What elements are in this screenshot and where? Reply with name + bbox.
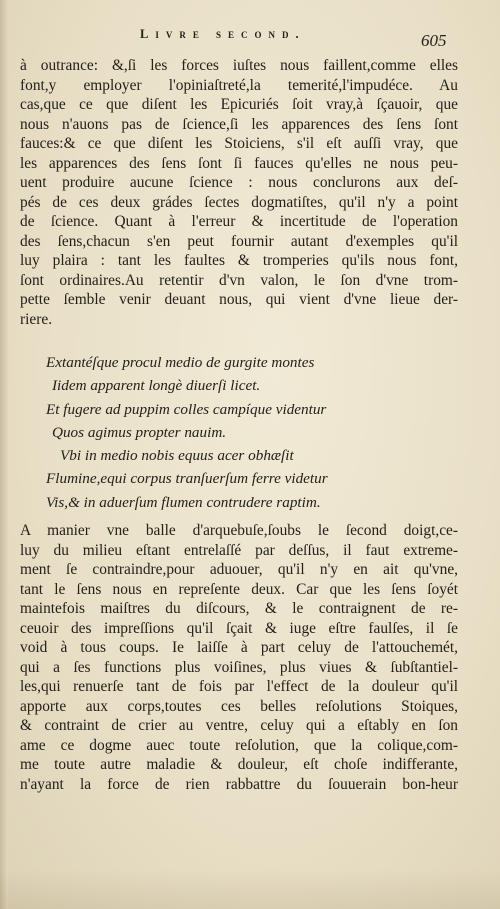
- text-line: pés de ces deux grádes ſectes dogmatiſtes, qu'il n'y a point: [20, 193, 458, 211]
- page-gutter: [0, 0, 8, 909]
- text-line: A manier vne balle d'arquebuſe,ſoubs le ſecond doigt,ce-: [20, 522, 458, 539]
- text-line: luy plaira : tant les faultes & tromperies qu'ils nous font,: [20, 252, 458, 269]
- text-line: fauces:& ce que diſent les Stoiciens, s'il eſt auſſi vray, que: [20, 135, 458, 152]
- text-line: nous n'auons pas de ſcience,ſi les apparences des ſens ſont: [20, 115, 458, 133]
- text-line: ment ſe contraindre,pour aduouer, qu'il n'y en ait qu'vne,: [20, 561, 458, 578]
- text-line: des ſens,chacun s'en peut fournir autant d'exemples qu'il: [20, 232, 458, 250]
- verse-line: Flumine,equi corpus tranſuerſum ferre videtur: [46, 470, 328, 488]
- text-line: uent produire aucune ſcience : nous conclurons aux deſ-: [20, 174, 458, 191]
- text-line: me toute autre maladie & douleur, eſt choſe indifferante,: [20, 756, 458, 773]
- text-line: ceuoir des impreſſions qu'il ſçait & iuge eſtre faulſes, il ſe: [20, 619, 458, 637]
- text-line: de ſcience. Quant à l'erreur & incertitude de l'operation: [20, 213, 458, 230]
- page-shadow: [0, 869, 500, 909]
- text-line: void à tous coups. Ie laiſſe à part celuy de l'attouchemét,: [20, 639, 458, 656]
- text-line: ſont ordinaires.Au retentir d'vn valon, le ſon d'vne trom-: [20, 271, 458, 289]
- latin-verse-quotation: [46, 351, 426, 514]
- text-line: à outrance: &,ſi les forces iuſtes nous faillent,comme elles: [20, 57, 458, 74]
- verse-line: Iidem apparent longè diuerſi licet.: [52, 377, 261, 395]
- running-head: Livre second.: [140, 27, 306, 41]
- verse-line: Vbi in medio nobis equus acer obhæſit: [60, 447, 294, 465]
- text-line: n'ayant la force de rien rabbattre du ſouuerain bon-heur: [20, 775, 458, 793]
- body-text-bottom: [20, 521, 458, 794]
- text-line: cas,que ce que diſent les Epicuriés ſoit vray,à ſçauoir, que: [20, 96, 458, 113]
- text-line: luy du milieu eſtant entrelaſſé par deſſus, il faut extreme-: [20, 541, 458, 559]
- verse-line: Et fugere ad puppim colles campíque videntur: [46, 400, 327, 418]
- text-line: tant le ſens nous en repreſente deux. Car que les ſens ſoyét: [20, 580, 458, 598]
- text-line: font,y employer l'opiniaſtreté,la temerité,l'impudéce. Au: [20, 76, 458, 94]
- body-text-top: [20, 56, 458, 329]
- text-line: les apparences des ſens ſont ſi fauces qu'elles ne nous peu-: [20, 154, 458, 172]
- verse-line: Extantéſque procul medio de gurgite montes: [46, 354, 315, 371]
- verse-line: Vis,& in aduerſum flumen contrudere raptim.: [46, 493, 321, 511]
- text-line: maintefois maiſtres du diſcours, & le contraignent de re-: [20, 600, 458, 617]
- text-line: apporte aux corps,toutes ces belles reſolutions Stoiques,: [20, 697, 458, 715]
- text-line: qui a ſes functions plus voiſines, plus viues & ſubſtantiel-: [20, 658, 458, 676]
- text-line: les,qui renuerſe tant de fois par l'effect de la douleur qu'il: [20, 678, 458, 695]
- text-line: ame ce dogme auec toute reſolution, que la colique,com-: [20, 736, 458, 754]
- text-line: riere.: [20, 310, 53, 328]
- verse-line: Quos agimus propter nauim.: [52, 423, 227, 441]
- text-line: pette ſemble venir deuant nous, qui vient d'vne lieue der-: [20, 291, 458, 308]
- text-line: & contraint de crier au ventre, celuy qui a eſtably en ſon: [20, 717, 458, 734]
- page-number: 605: [421, 31, 447, 50]
